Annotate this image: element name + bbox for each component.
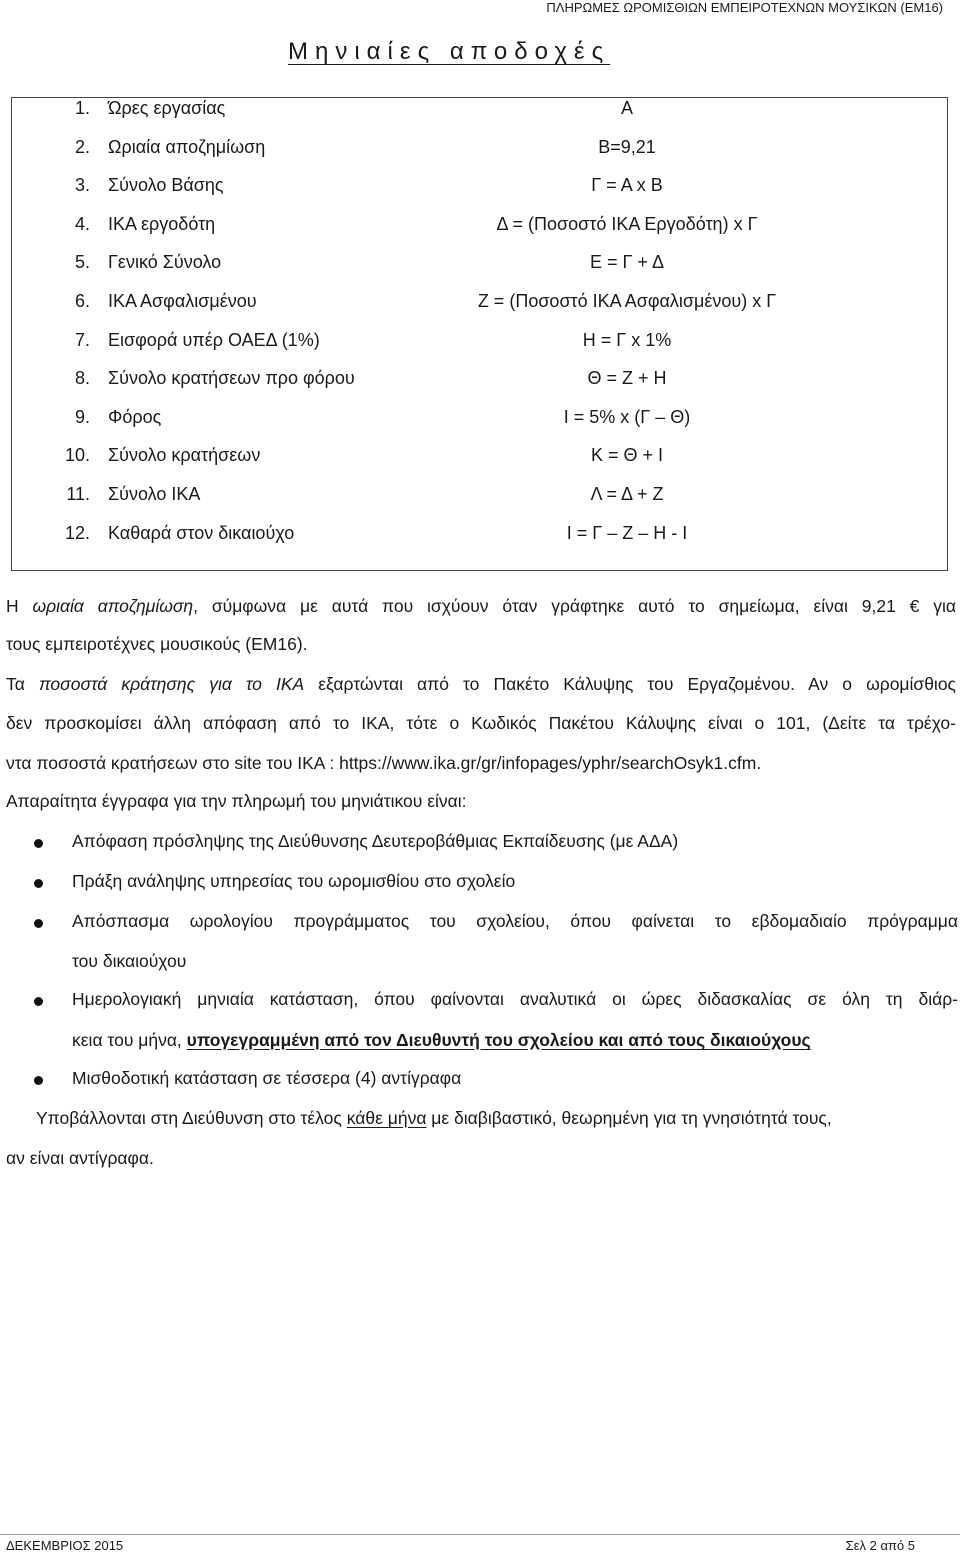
row-formula: Ζ = (Ποσοστό ΙΚΑ Ασφαλισμένου) x Γ bbox=[477, 291, 777, 311]
closing-line-2: αν είναι αντίγραφα. bbox=[6, 1148, 154, 1168]
row-label: ΙΚΑ εργοδότη bbox=[108, 213, 216, 234]
list-item: Ημερολογιακή μηνιαία κατάσταση, όπου φαίνονται αναλυτικά οι ώρες διδασκαλίας σε όλη τη διάρ- bbox=[72, 989, 958, 1009]
text-run: Η bbox=[6, 596, 33, 616]
row-number: 6. bbox=[74, 291, 90, 311]
table-row bbox=[12, 291, 947, 330]
row-label: ΙΚΑ Ασφαλισμένου bbox=[108, 291, 257, 311]
row-formula: Λ = Δ + Ζ bbox=[590, 484, 664, 504]
table-row bbox=[12, 445, 947, 484]
bullet-icon bbox=[34, 997, 43, 1006]
list-item: Πράξη ανάληψης υπηρεσίας του ωρομισθίου στο σχολείο bbox=[72, 871, 516, 891]
row-number: 7. bbox=[74, 329, 90, 350]
row-label: Σύνολο κρατήσεων bbox=[108, 445, 261, 466]
list-item-continuation: του δικαιούχου bbox=[72, 951, 187, 971]
row-formula: Θ = Ζ + Η bbox=[587, 368, 667, 389]
text-run-italic: ποσοστά κράτησης για το ΙΚΑ bbox=[38, 674, 305, 694]
row-label: Σύνολο ΙΚΑ bbox=[108, 484, 201, 504]
footer-page-number: Σελ 2 από 5 bbox=[845, 1538, 915, 1553]
table-row bbox=[12, 484, 947, 523]
text-run-bold-underlined: υπογεγραμμένη από τον Διευθυντή του σχολείου και από τους δικαιούχους bbox=[186, 1030, 811, 1050]
page-title: Μηνιαίες αποδοχές bbox=[288, 38, 611, 65]
paragraph-hourly-rate-line-1 bbox=[6, 596, 956, 620]
row-label: Φόρος bbox=[108, 406, 162, 427]
text-run: εξαρτώνται από το Πακέτο Κάλυψης του Εργαζομένου. Αν ο ωρομίσθιος bbox=[304, 674, 956, 694]
table-row bbox=[12, 214, 947, 253]
table-row bbox=[12, 175, 947, 214]
text-run: κεια του μήνα, bbox=[72, 1030, 187, 1050]
bullet-icon bbox=[34, 1076, 43, 1085]
list-item: Μισθοδοτική κατάσταση σε τέσσερα (4) αντίγραφα bbox=[72, 1068, 462, 1088]
row-label: Εισφορά υπέρ ΟΑΕΔ (1%) bbox=[108, 329, 320, 350]
row-formula: Δ = (Ποσοστό ΙΚΑ Εργοδότη) x Γ bbox=[496, 213, 758, 234]
table-row bbox=[12, 330, 947, 369]
row-formula: Κ = Θ + Ι bbox=[590, 445, 664, 466]
table-row bbox=[12, 137, 947, 176]
row-number: 4. bbox=[74, 213, 90, 234]
text-run: , σύμφωνα με αυτά που ισχύουν όταν γράφτηκε αυτό το σημείωμα, είναι 9,21 € για bbox=[193, 596, 957, 616]
list-item-continuation bbox=[72, 1030, 811, 1051]
text-run: Υποβάλλονται στη Διεύθυνση στο τέλος bbox=[36, 1108, 347, 1128]
bullet-icon bbox=[34, 919, 43, 928]
table-row bbox=[12, 98, 947, 137]
bullet-icon bbox=[34, 879, 43, 888]
row-label: Σύνολο Βάσης bbox=[108, 175, 224, 196]
row-number: 9. bbox=[74, 406, 90, 427]
row-label: Γενικό Σύνολο bbox=[108, 252, 222, 273]
closing-line-1 bbox=[36, 1108, 832, 1129]
running-header: ΠΛΗΡΩΜΕΣ ΩΡΟΜΙΣΘΙΩΝ ΕΜΠΕΙΡΟΤΕΧΝΩΝ ΜΟΥΣΙΚΩΝ (ΕΜ16) bbox=[546, 0, 943, 15]
table-row bbox=[12, 407, 947, 446]
paragraph-ika-line-3: ντα ποσοστά κρατήσεων στο site του ΙΚΑ : https://www.ika.gr/gr/infopages/yphr/searchOsyk1.cfm. bbox=[6, 753, 762, 773]
text-run-underlined: κάθε μήνα bbox=[346, 1108, 427, 1128]
row-label: Ώρες εργασίας bbox=[108, 98, 226, 118]
row-formula: Ε = Γ + Δ bbox=[590, 252, 664, 273]
row-label: Σύνολο κρατήσεων προ φόρου bbox=[108, 368, 355, 389]
calculation-table bbox=[11, 97, 948, 571]
paragraph-ika-line-2: δεν προσκομίσει άλλη απόφαση από το ΙΚΑ, τότε ο Κωδικός Πακέτου Κάλυψης είναι ο 101, (Δείτε τα τρέχο- bbox=[6, 713, 956, 733]
list-item: Απόσπασμα ωρολογίου προγράμματος του σχολείου, όπου φαίνεται το εβδομαδιαίο πρόγραμμα bbox=[72, 911, 958, 931]
footer-divider bbox=[0, 1534, 960, 1535]
row-formula: Β=9,21 bbox=[598, 136, 656, 157]
row-number: 2. bbox=[74, 136, 90, 157]
table-row bbox=[12, 252, 947, 291]
row-formula: Ι = 5% x (Γ – Θ) bbox=[563, 406, 691, 427]
paragraph-hourly-rate-line-2: τους εμπειροτέχνες μουσικούς (ΕΜ16). bbox=[6, 634, 308, 654]
row-label: Ωριαία αποζημίωση bbox=[108, 136, 266, 157]
row-formula: Α bbox=[620, 98, 633, 118]
row-number: 1. bbox=[74, 98, 90, 118]
text-run: με διαβιβαστικό, θεωρημένη για τη γνησιότητά τους, bbox=[426, 1108, 832, 1128]
paragraph-ika-line-1 bbox=[6, 674, 956, 698]
row-formula: Η = Γ x 1% bbox=[582, 329, 672, 350]
row-number: 3. bbox=[74, 175, 90, 196]
text-run-italic: ωριαία αποζημίωση bbox=[32, 596, 194, 616]
text-run: Τα bbox=[6, 674, 39, 694]
footer-date: ΔΕΚΕΜΒΡΙΟΣ 2015 bbox=[6, 1538, 124, 1553]
row-number: 10. bbox=[64, 445, 90, 466]
row-formula: Γ = Α x Β bbox=[591, 175, 663, 196]
row-number: 8. bbox=[74, 368, 90, 389]
documents-intro: Απαραίτητα έγγραφα για την πληρωμή του μηνιάτικου είναι: bbox=[6, 791, 467, 811]
row-formula: Ι = Γ – Ζ – Η - Ι bbox=[566, 522, 688, 543]
row-label: Καθαρά στον δικαιούχο bbox=[108, 522, 295, 543]
row-number: 5. bbox=[74, 252, 90, 273]
row-number: 12. bbox=[64, 522, 90, 543]
list-item: Απόφαση πρόσληψης της Διεύθυνσης Δευτεροβάθμιας Εκπαίδευσης (με ΑΔΑ) bbox=[72, 831, 679, 851]
bullet-icon bbox=[34, 839, 43, 848]
row-number: 11. bbox=[66, 484, 90, 504]
table-row bbox=[12, 523, 947, 562]
table-row bbox=[12, 368, 947, 407]
